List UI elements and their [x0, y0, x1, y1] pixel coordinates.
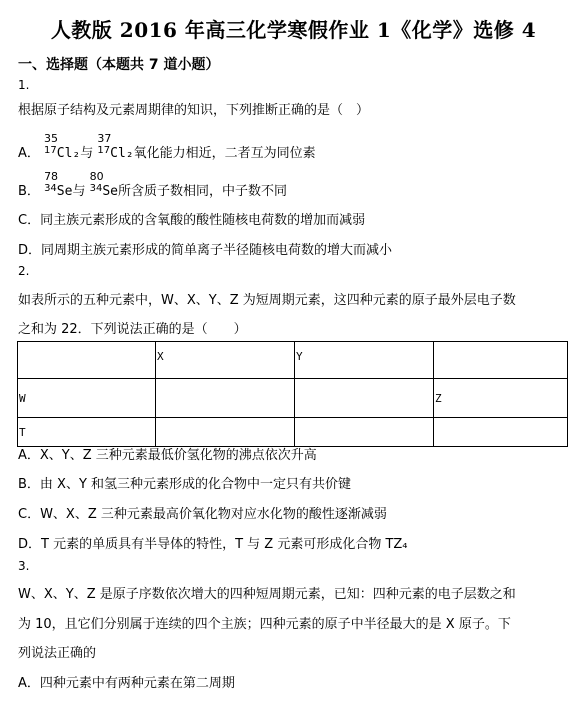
- question-2-option-d: D．T 元素的单质具有半导体的特性，T 与 Z 元素可形成化合物 TZ₄: [18, 537, 408, 552]
- element-symbol: Se: [102, 184, 118, 199]
- atomic-number: 34: [89, 183, 103, 194]
- table-cell: Y: [295, 342, 434, 379]
- element-symbol: Se: [56, 184, 73, 199]
- question-3-number: 3.: [18, 559, 30, 573]
- atomic-number: 34: [44, 183, 57, 194]
- element-symbol: Cl₂: [110, 146, 134, 161]
- isotope-cl-35: [44, 132, 81, 161]
- mass-number: 78: [44, 170, 59, 183]
- table-cell: T: [18, 418, 156, 447]
- section-heading: 一、选择题（本题共 7 道小题）: [18, 57, 220, 73]
- document-title: 人教版 2016 年高三化学寒假作业 1《化学》选修 4: [50, 18, 537, 42]
- question-2-number: 2.: [18, 264, 30, 278]
- table-cell: Z: [434, 379, 568, 418]
- question-1-option-d: D．同周期主族元素形成的简单离子半径随核电荷数的增大而减小: [18, 243, 393, 258]
- table-cell: X: [156, 342, 295, 379]
- question-3-option-a: A．四种元素中有两种元素在第二周期: [18, 676, 235, 691]
- table-cell: [434, 342, 568, 379]
- option-a-connector: 与: [80, 146, 94, 161]
- table-cell: [295, 418, 434, 447]
- question-1-number: 1.: [18, 78, 30, 92]
- table-cell: [156, 379, 295, 418]
- element-position-table: [17, 341, 568, 447]
- table-cell: [18, 342, 156, 379]
- mass-number: 80: [89, 170, 104, 183]
- table-cell: [295, 379, 434, 418]
- question-2-option-b: B．由 X、Y 和氢三种元素形成的化合物中一定只有共价键: [18, 477, 352, 492]
- atomic-number: 17: [44, 145, 57, 156]
- question-1-stem: 根据原子结构及元素周期律的知识，下列推断正确的是（ ）: [18, 103, 370, 118]
- atomic-number: 17: [97, 145, 111, 156]
- table-row: [18, 379, 568, 418]
- table-row: [18, 342, 568, 379]
- question-2-option-c: C．W、X、Z 三种元素最高价氧化物对应水化物的酸性逐渐减弱: [18, 507, 387, 522]
- question-3-stem-line-3: 列说法正确的: [18, 646, 97, 661]
- question-3-stem-line-2: 为 10，且它们分别属于连续的四个主族；四种元素的原子中半径最大的是 X 原子。下: [18, 617, 511, 632]
- question-2-stem-line-1: 如表所示的五种元素中，W、X、Y、Z 为短周期元素，这四种元素的原子最外层电子数: [18, 293, 516, 308]
- table-cell: [434, 418, 568, 447]
- question-1-option-a: [18, 132, 316, 161]
- question-3-stem-line-1: W、X、Y、Z 是原子序数依次增大的四种短周期元素，已知：四种元素的电子层数之和: [18, 587, 516, 602]
- element-symbol: Cl₂: [56, 146, 81, 161]
- table-row: [18, 418, 568, 447]
- question-2-option-a: A．X、Y、Z 三种元素最低价氢化物的沸点依次升高: [18, 448, 317, 463]
- option-b-prefix: B．: [18, 184, 40, 199]
- mass-number: 35: [44, 132, 59, 145]
- isotope-cl-37: [97, 132, 134, 161]
- question-1-option-b: [18, 170, 288, 199]
- isotope-se-78: [44, 170, 73, 199]
- option-b-connector: 与: [72, 184, 86, 199]
- question-1-option-c: C．同主族元素形成的含氧酸的酸性随核电荷数的增加而减弱: [18, 213, 366, 228]
- option-a-text: 氧化能力相近，二者互为同位素: [133, 146, 316, 161]
- mass-number: 37: [97, 132, 112, 145]
- isotope-se-80: [89, 170, 118, 199]
- option-b-text: 所含质子数相同，中子数不同: [118, 184, 288, 199]
- option-a-prefix: A．: [18, 146, 40, 161]
- question-2-stem-line-2: 之和为 22．下列说法正确的是（ ）: [18, 322, 247, 337]
- table-cell: [156, 418, 295, 447]
- table-cell: W: [18, 379, 156, 418]
